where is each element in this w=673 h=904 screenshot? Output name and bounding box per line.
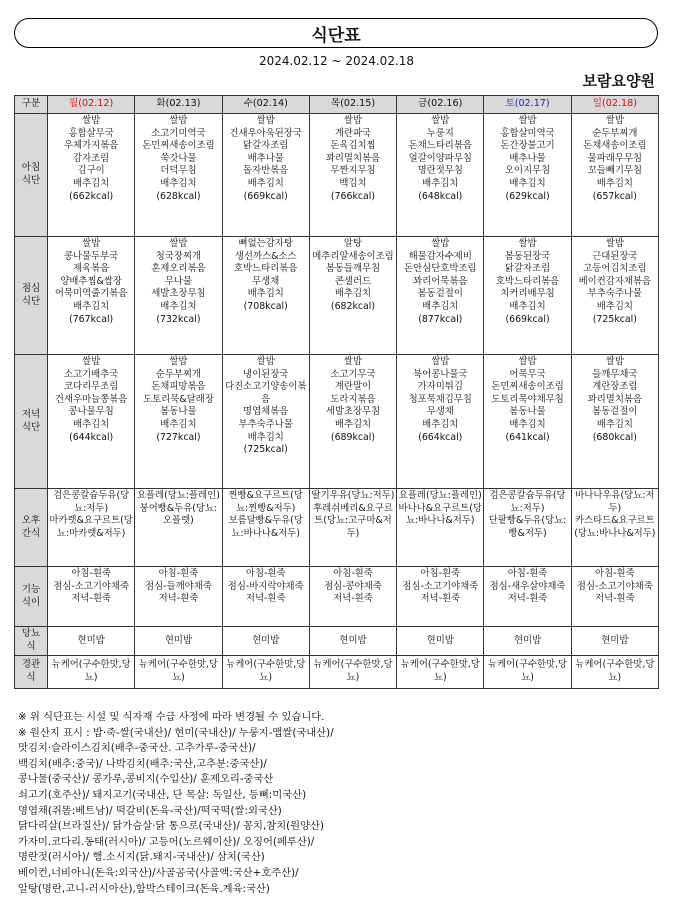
menu-item: 봄동나물 — [160, 406, 197, 418]
menu-item: 세발초장무침 — [325, 406, 381, 418]
menu-item: 배추김치 — [509, 300, 546, 312]
menu-cell — [397, 656, 484, 689]
menu-table — [14, 95, 659, 689]
menu-item: 쌀밥 — [431, 238, 450, 249]
menu-item: 콩나물두부국 — [63, 250, 119, 262]
menu-item: 저녁-흰죽 — [158, 593, 199, 605]
menu-item: (664kcal) — [418, 431, 463, 443]
menu-item: 쌀밥 — [256, 115, 275, 126]
menu-item: (629kcal) — [505, 190, 550, 202]
menu-item: 김구이 — [77, 165, 105, 177]
menu-item: 배추김치 — [247, 288, 284, 300]
menu-item: 순두부찌개 — [592, 127, 638, 139]
row-label-line: 간식 — [21, 527, 41, 539]
row-label-line: 당뇨 — [21, 628, 41, 640]
menu-item: 쌀밥 — [605, 238, 624, 249]
menu-item: 배추나물 — [247, 152, 284, 164]
menu-item: (727kcal) — [156, 431, 201, 443]
menu-item: 봄동된장국 — [504, 250, 551, 262]
menu-item: 봄동겉절이 — [417, 288, 463, 300]
menu-item: 건새우아욱된장국 — [229, 127, 302, 139]
menu-cell — [397, 237, 484, 355]
menu-item: 뉴케어(구수한맛,당뇨) — [575, 659, 655, 683]
menu-cell — [571, 656, 658, 689]
menu-item: 가자미튀김 — [417, 381, 463, 393]
menu-item: 붕어빵&두유(당뇨:오플렛) — [139, 502, 218, 527]
row-label-line: 기능 — [21, 583, 41, 595]
menu-item: 아침-흰죽 — [71, 568, 111, 579]
menu-item: 점심-들깨야채죽 — [145, 580, 212, 592]
menu-body — [15, 114, 659, 689]
menu-cell — [222, 114, 309, 237]
facility-name: 보람요양원 — [582, 72, 655, 90]
menu-item: 쌀밥 — [82, 238, 101, 249]
menu-cell — [48, 355, 135, 489]
row-label — [15, 627, 48, 656]
menu-item: 메추리알새송이조림 — [312, 250, 394, 262]
note-line: 알탕(명란,고니-러시아산),함박스테이크(돈육.계육:국산) — [18, 882, 270, 895]
menu-item: 아침-흰죽 — [595, 568, 635, 579]
menu-item: 누룽지 — [426, 127, 454, 139]
menu-item: 홍합살무국 — [68, 127, 114, 139]
menu-item: 소고기미역국 — [151, 127, 206, 139]
note-line: ※ 위 식단표는 시설 및 식자재 수급 사정에 따라 변경될 수 있습니다. — [18, 711, 325, 723]
menu-item: 돈간장불고기 — [500, 140, 555, 152]
menu-item: 뉴케어(구수한맛,당뇨) — [488, 659, 568, 683]
menu-item: 봄동나물 — [509, 406, 546, 418]
menu-item: 부추숙주나물 — [587, 288, 643, 300]
menu-cell — [309, 627, 396, 656]
menu-cell — [484, 627, 571, 656]
menu-cell — [309, 355, 396, 489]
menu-item: 뉴케어(구수한맛,당뇨) — [313, 659, 393, 683]
menu-cell — [48, 627, 135, 656]
menu-cell — [48, 656, 135, 689]
header-row — [15, 96, 659, 114]
menu-item: 쌀밥 — [518, 115, 537, 126]
menu-item: 쌀밥 — [169, 115, 188, 126]
menu-cell — [48, 489, 135, 567]
menu-item: 계란파국 — [334, 127, 372, 139]
menu-item: 콩나물무침 — [68, 406, 114, 418]
menu-cell — [397, 355, 484, 489]
menu-cell — [222, 567, 309, 627]
menu-item: 현미밥 — [77, 634, 105, 646]
menu-item: 무생채 — [252, 275, 280, 287]
menu-item: (669kcal) — [505, 313, 550, 325]
row-label-line: 식 — [26, 641, 36, 652]
menu-cell — [397, 489, 484, 567]
menu-item: (708kcal) — [243, 300, 288, 312]
menu-item: 들깨무채국 — [592, 368, 638, 380]
menu-cell — [484, 355, 571, 489]
menu-item: 아침-흰죽 — [245, 568, 286, 579]
menu-item: 요플레(당뇨:플레인) — [398, 490, 482, 501]
menu-item: 꽈리어묵볶음 — [413, 275, 468, 287]
menu-cell — [571, 489, 658, 567]
menu-item: 돈안심단호박조림 — [404, 263, 477, 275]
menu-item: 꽈리멸치볶음 — [325, 152, 381, 164]
menu-item: 현미밥 — [339, 634, 367, 646]
menu-item: 더덕무침 — [160, 165, 197, 177]
row-label-line: 오후 — [21, 514, 41, 526]
menu-item: 쌀밥 — [343, 115, 363, 126]
menu-item: 계란말이 — [334, 381, 372, 393]
menu-item: 돌자반볶음 — [243, 165, 289, 177]
menu-item: 배추김치 — [247, 431, 284, 443]
menu-cell — [135, 567, 222, 627]
menu-item: 점심-새우살야채죽 — [489, 580, 566, 592]
row-label — [15, 114, 48, 237]
row-label-line: 식 — [26, 672, 36, 683]
menu-item: 쌀밥 — [518, 238, 537, 249]
menu-item: 돈민찌새송이조림 — [142, 140, 215, 152]
row-label — [15, 237, 48, 355]
menu-cell — [135, 114, 222, 237]
menu-item: 청포묵채김무침 — [408, 393, 472, 405]
menu-item: 찐빵&요구르트(당뇨:찐빵&저두) — [228, 490, 303, 514]
menu-item: 감자조림 — [73, 152, 110, 164]
menu-item: 아침-흰죽 — [158, 568, 199, 579]
menu-item: 뉴케어(구수한맛,당뇨) — [400, 659, 480, 683]
menu-item: 저녁-흰죽 — [245, 593, 286, 605]
menu-item: 고등어김치조림 — [583, 263, 647, 275]
menu-item: 다진소고기양송이볶음 — [224, 381, 307, 405]
menu-item: 돈육김치찜 — [330, 140, 376, 152]
menu-item: 쌀밥 — [518, 356, 537, 367]
menu-item: (644kcal) — [69, 431, 114, 443]
menu-item: 쌀밥 — [605, 115, 624, 126]
menu-item: 도라지볶음 — [330, 393, 376, 405]
menu-item: 배추김치 — [247, 177, 284, 189]
menu-item: 현미밥 — [426, 634, 454, 646]
menu-item: 봄동겉절이 — [592, 406, 638, 418]
menu-cell — [309, 656, 396, 689]
menu-item: 근대된장국 — [592, 250, 638, 262]
menu-cell — [222, 355, 309, 489]
menu-cell — [48, 114, 135, 237]
menu-item: 돈채피망볶음 — [151, 381, 206, 393]
menu-item: 아침-흰죽 — [420, 568, 461, 579]
menu-item: 홍합살미역국 — [500, 127, 555, 139]
table-row — [15, 567, 659, 627]
row-label-line: 저녁 — [21, 408, 41, 420]
menu-cell — [222, 237, 309, 355]
menu-cell — [309, 114, 396, 237]
menu-item: 뼈없는감자탕 — [238, 238, 293, 249]
menu-cell — [484, 114, 571, 237]
menu-item: 백김치 — [339, 177, 367, 189]
menu-item: (732kcal) — [156, 313, 201, 325]
menu-item: 봄동들깨무침 — [325, 263, 381, 275]
menu-cell — [135, 489, 222, 567]
menu-item: 명엽채볶음 — [243, 406, 289, 418]
menu-item: (662kcal) — [69, 190, 114, 202]
menu-item: 꼬들빼기무침 — [587, 165, 643, 177]
menu-item: 점심-소고기야채죽 — [576, 580, 653, 592]
menu-item: 후레쉬베리&요구르트(당뇨:고구마&저두) — [313, 502, 393, 539]
row-label — [15, 656, 48, 689]
row-label — [15, 489, 48, 567]
menu-item: 배추나물 — [509, 152, 546, 164]
menu-item: 현미밥 — [164, 634, 192, 646]
menu-item: 물파래무무침 — [587, 152, 643, 164]
menu-item: 현미밥 — [252, 634, 280, 646]
menu-item: 콘샐러드 — [334, 275, 372, 287]
row-label-line: 식이 — [21, 596, 41, 608]
menu-cell — [48, 237, 135, 355]
menu-item: 건새우마늘쫑볶음 — [54, 393, 128, 405]
menu-item: 배추김치 — [73, 300, 110, 312]
menu-item: 세발초장무침 — [151, 288, 206, 300]
menu-item: 순두부찌개 — [155, 368, 202, 380]
menu-item: 뉴케어(구수한맛,당뇨) — [51, 659, 131, 683]
menu-item: 쌀밥 — [343, 356, 363, 367]
menu-item: 돈채느타리볶음 — [408, 140, 472, 152]
menu-item: (669kcal) — [243, 190, 288, 202]
menu-item: 배추김치 — [73, 177, 110, 189]
menu-item: 마카렛&요구르트(당뇨:마카렛&저두) — [49, 515, 133, 539]
menu-item: (648kcal) — [418, 190, 463, 202]
table-row — [15, 355, 659, 489]
header-corner: 구분 — [15, 96, 48, 114]
menu-cell — [222, 627, 309, 656]
menu-item: 뉴케어(구수한맛,당뇨) — [226, 659, 306, 683]
table-row — [15, 237, 659, 355]
menu-item: 해물감자수제비 — [408, 250, 472, 262]
menu-item: 바나나우유(당뇨:저두) — [575, 490, 655, 514]
menu-item: (767kcal) — [69, 313, 114, 325]
menu-item: 배추김치 — [509, 177, 546, 189]
menu-item: 점심-소고기야채죽 — [402, 580, 479, 592]
menu-item: 무생채 — [426, 406, 454, 418]
menu-cell — [397, 114, 484, 237]
menu-item: 오이지무침 — [504, 165, 551, 177]
menu-item: 돈민찌새송이조림 — [491, 381, 564, 393]
menu-item: 검은콩칼슘두유(당뇨:저두) — [489, 490, 566, 514]
menu-item: 소고기무국 — [330, 368, 376, 380]
menu-cell — [135, 237, 222, 355]
menu-cell — [397, 627, 484, 656]
menu-cell — [397, 567, 484, 627]
menu-item: (628kcal) — [156, 190, 201, 202]
menu-item: 양배추찜&쌈장 — [60, 275, 122, 287]
day-header: 월(02.12) — [48, 96, 135, 114]
menu-item: 저녁-흰죽 — [595, 593, 635, 605]
row-label-line: 식단 — [21, 295, 41, 307]
note-line: 닭다리살(브라질산)/ 닭가슴살·닭 통으로(국내산)/ 꽁치,참치(원양산) — [18, 820, 325, 833]
menu-cell — [571, 567, 658, 627]
menu-cell — [571, 114, 658, 237]
menu-cell — [135, 627, 222, 656]
menu-item: (657kcal) — [592, 190, 637, 202]
menu-item: 배추김치 — [334, 288, 372, 300]
menu-cell — [484, 656, 571, 689]
day-header: 수(02.14) — [222, 96, 309, 114]
menu-item: 생선까스&소스 — [234, 250, 297, 262]
menu-item: 닭갈자조림 — [243, 140, 289, 152]
menu-item: 아침-흰죽 — [333, 568, 373, 579]
menu-item: 저녁-흰죽 — [333, 593, 373, 605]
day-header: 화(02.13) — [135, 96, 222, 114]
table-row — [15, 489, 659, 567]
row-label-line: 아침 — [21, 162, 41, 174]
menu-cell — [222, 489, 309, 567]
menu-item: 검은콩칼슘두유(당뇨:저두) — [53, 490, 130, 514]
menu-item: 단팥빵&두유(당뇨:빵&저두) — [488, 515, 567, 539]
menu-item: 어묵무국 — [509, 368, 546, 380]
menu-item: 쌀밥 — [256, 356, 275, 367]
menu-item: 배추김치 — [509, 418, 546, 430]
menu-item: (682kcal) — [330, 300, 376, 312]
menu-item: 배추김치 — [422, 300, 459, 312]
menu-item: 배추김치 — [73, 418, 110, 430]
note-line: 콩나물(중국산)/ 콩가루,콩비지(수입산)/ 훈제오리-중국산 — [18, 773, 274, 786]
menu-cell — [48, 567, 135, 627]
table-row — [15, 114, 659, 237]
row-label-line: 경관 — [21, 659, 41, 671]
menu-item: 베이컨감자채볶음 — [578, 275, 652, 287]
menu-item: 북어콩나물국 — [413, 368, 468, 380]
menu-cell — [571, 355, 658, 489]
menu-item: 명란젓무침 — [417, 165, 463, 177]
menu-item: 현미밥 — [601, 634, 629, 646]
menu-cell — [571, 627, 658, 656]
menu-item: 냉이된장국 — [243, 368, 289, 380]
menu-item: 소고기배추국 — [63, 368, 119, 380]
menu-item: 배추김치 — [422, 418, 459, 430]
menu-cell — [309, 567, 396, 627]
note-line: 명란젓(러시아)/ 햄.소시지(닭.돼지-국내산)/ 삼치(국산) — [18, 851, 265, 864]
menu-cell — [484, 567, 571, 627]
menu-item: 카스타드&요구르트(당뇨:바나나&저두) — [574, 515, 656, 539]
menu-item: 호박느타리볶음 — [495, 275, 560, 287]
menu-cell — [571, 237, 658, 355]
menu-item: 쌀밥 — [431, 356, 450, 367]
day-header: 금(02.16) — [397, 96, 484, 114]
menu-item: 어묵미역줄기볶음 — [54, 288, 128, 300]
menu-item: 쌀밥 — [169, 238, 188, 249]
menu-item: 배추김치 — [160, 177, 197, 189]
menu-item: (725kcal) — [592, 313, 637, 325]
menu-item: 점심-소고기야채죽 — [53, 580, 130, 592]
menu-item: 돈채새송이조림 — [583, 140, 647, 152]
menu-item: 보름달빵&두유(당뇨:바나나&저두) — [228, 515, 303, 539]
menu-item: 무짠지무침 — [330, 165, 376, 177]
menu-item: 청국장찌개 — [155, 250, 202, 262]
menu-item: 점심-바지락야채죽 — [227, 580, 304, 592]
menu-item: (877kcal) — [418, 313, 463, 325]
row-label — [15, 567, 48, 627]
menu-item: 뉴케어(구수한맛,당뇨) — [138, 659, 218, 683]
note-line: 맛김치·슬라이스김치(배추-중국산. 고추가루-중국산)/ — [18, 742, 256, 755]
menu-cell — [309, 237, 396, 355]
note-line: 쇠고기(호주산)/ 돼지고기(국내산, 단 목살: 독일산, 등뼈:미국산) — [18, 788, 307, 801]
day-header: 토(02.17) — [484, 96, 571, 114]
menu-item: 쌀밥 — [82, 115, 101, 126]
day-header: 목(02.15) — [309, 96, 396, 114]
page-title — [14, 18, 658, 48]
menu-item: 배추김치 — [334, 418, 372, 430]
menu-item: 배추김치 — [160, 418, 197, 430]
menu-item: 쑥갓나물 — [160, 152, 197, 164]
note-line: 가자미.코다리.동태(러시아)/ 고등어(노르웨이산)/ 오징어(페루산)/ — [18, 835, 315, 848]
menu-item: 배추김치 — [596, 300, 633, 312]
table-row — [15, 656, 659, 689]
row-label-line: 식단 — [21, 175, 41, 186]
menu-item: 바나나&요구르트(당뇨:바나나&저두) — [398, 502, 482, 527]
menu-item: 제육볶음 — [73, 263, 110, 275]
menu-item: 저녁-흰죽 — [420, 593, 461, 605]
note-line: 베이컨,너비아니(돈육:외국산)/사골곰국(사골액:국산+호주산)/ — [18, 866, 299, 879]
menu-cell — [135, 656, 222, 689]
menu-item: 치커리배무침 — [500, 288, 555, 300]
menu-item: 코다리무조림 — [63, 381, 119, 393]
menu-item: 얼갈이양파무침 — [408, 152, 472, 164]
menu-item: (725kcal) — [243, 444, 288, 456]
menu-item: (641kcal) — [505, 431, 550, 443]
notes — [18, 710, 658, 897]
menu-item: 요플레(당뇨:플레인) — [136, 490, 220, 501]
menu-item: 알탕 — [343, 238, 363, 249]
menu-item: 쌀밥 — [82, 356, 101, 367]
menu-item: 점심-콩야채죽 — [324, 580, 382, 592]
menu-item: 꽈리멸치볶음 — [587, 393, 643, 405]
menu-cell — [309, 489, 396, 567]
note-line: 백김치(배추:중국)/ 나박김치(배추:국산,고추분:중국산)/ — [18, 757, 267, 770]
menu-item: 아침-흰죽 — [507, 568, 548, 579]
menu-item: 현미밥 — [513, 634, 542, 646]
table-row — [15, 627, 659, 656]
menu-item: 도토리묵&달래장 — [143, 393, 214, 405]
menu-cell — [484, 237, 571, 355]
menu-item: 계란장조림 — [592, 381, 638, 393]
menu-item: 배추김치 — [596, 418, 633, 430]
day-header: 일(02.18) — [571, 96, 658, 114]
menu-item: (680kcal) — [592, 431, 637, 443]
menu-item: 훈제오리볶음 — [151, 263, 206, 275]
menu-item: 호박느타리볶음 — [234, 263, 298, 275]
menu-cell — [222, 656, 309, 689]
menu-item: 배추김치 — [596, 177, 633, 189]
note-line: 명엽채(쥐똠:베트남)/ 떡갈비(돈육-국산)/떡국떡(쌀:외국산) — [18, 804, 282, 817]
menu-item: (766kcal) — [330, 190, 376, 202]
row-label-line: 식단 — [21, 421, 41, 433]
menu-item: 부추숙주나물 — [238, 418, 293, 430]
menu-item: 쌀밥 — [169, 356, 188, 367]
note-line: ※ 원산지 표시 : 밥·죽-쌀(국내산)/ 현미(국내산)/ 누룽지-맵쌀(국내산)/ — [18, 726, 334, 739]
row-label — [15, 355, 48, 489]
menu-item: 배추김치 — [422, 177, 459, 189]
menu-cell — [135, 355, 222, 489]
menu-cell — [484, 489, 571, 567]
menu-item: 저녁-흰죽 — [507, 593, 548, 605]
menu-item: 도토리묵야채무침 — [491, 393, 564, 405]
date-range: 2024.02.12 ~ 2024.02.18 — [258, 54, 415, 68]
menu-item: 우체가지볶음 — [63, 140, 119, 152]
menu-item: 쌀밥 — [605, 356, 624, 367]
page-title-text: 식단표 — [311, 25, 361, 46]
menu-item: 무나물 — [164, 275, 192, 287]
row-label-line: 점심 — [21, 282, 41, 294]
menu-item: 저녁-흰죽 — [71, 593, 111, 605]
menu-item: 딸기우유(당뇨:저두) — [311, 490, 395, 501]
menu-item: 배추김치 — [160, 300, 197, 312]
menu-item: 쌀밥 — [431, 115, 450, 126]
menu-item: 닭갈자조림 — [504, 263, 551, 275]
menu-item: (689kcal) — [330, 431, 376, 443]
